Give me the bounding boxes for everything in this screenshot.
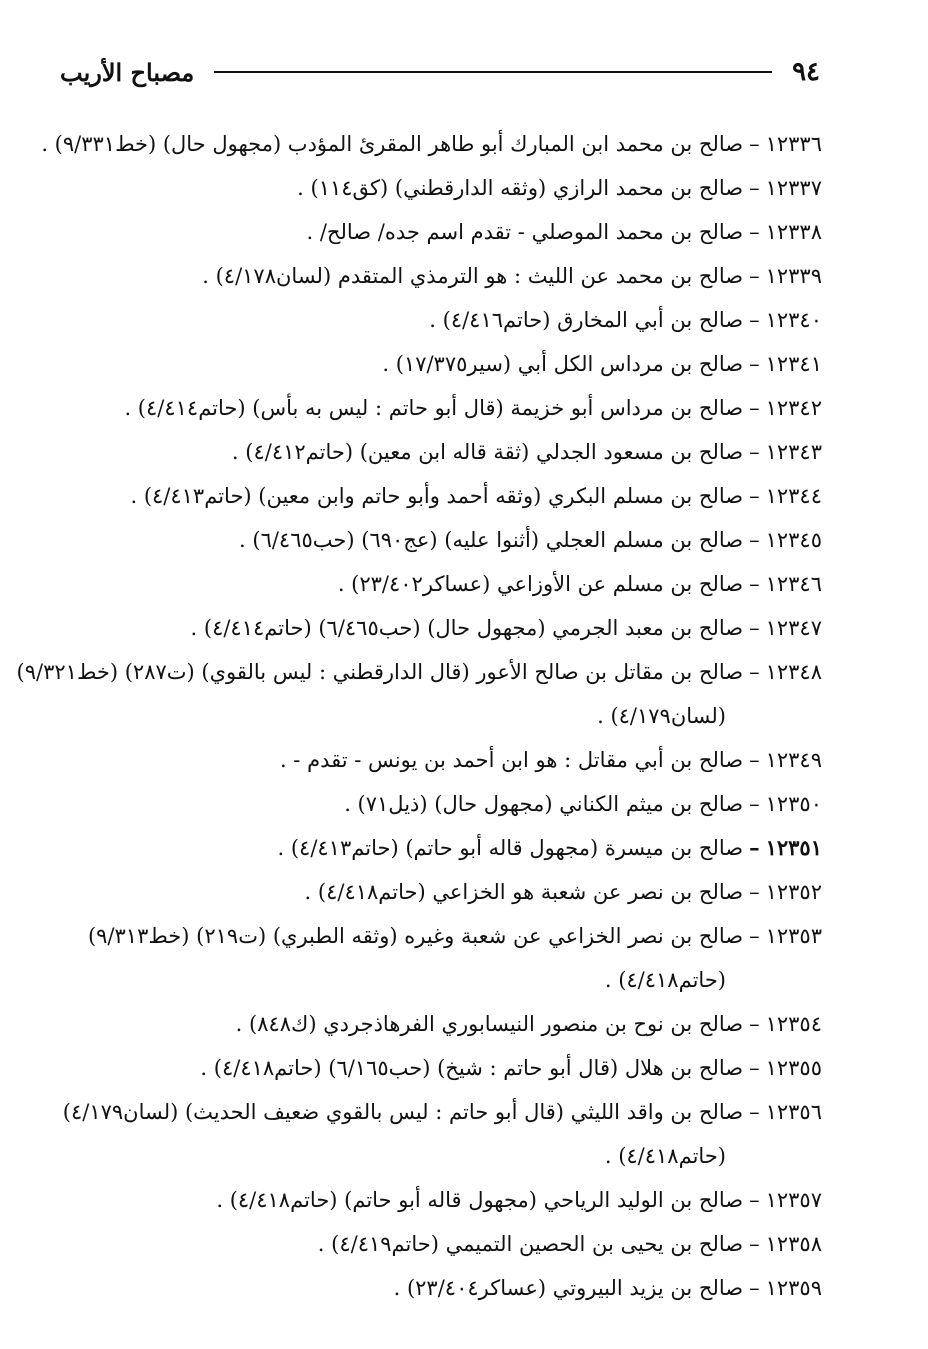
entry-text: صالح بن مرداس أبو خزيمة (قال أبو حاتم : ليس به بأس) (حاتم٤/٤١٤) .: [124, 396, 744, 420]
entry-text: صالح بن مسلم البكري (وثقه أحمد وأبو حاتم وابن معين) (حاتم٤/٤١٣) .: [130, 484, 744, 508]
entry-dash: –: [749, 792, 760, 816]
list-item: [50, 782, 822, 826]
entry-number: ١٢٣٥٢: [765, 880, 822, 904]
entry-number: ١٢٣٥٤: [765, 1012, 822, 1036]
list-item: [50, 562, 822, 606]
entry-dash: –: [749, 1012, 760, 1036]
entry-text: صالح بن محمد الموصلي - تقدم اسم جده/ صالح/ .: [306, 220, 744, 244]
list-item: [50, 166, 822, 210]
list-item: [50, 1046, 822, 1090]
list-item: [16, 650, 822, 694]
list-item: [50, 1090, 822, 1134]
entry-number: ١٢٣٤٥: [765, 528, 822, 552]
entry-number: ١٢٣٤٤: [765, 484, 822, 508]
entry-dash: –: [749, 616, 760, 640]
entry-text: صالح بن مقاتل بن صالح الأعور (قال الدارقطني : ليس بالقوي) (ت٢٨٧) (خط٩/٣٢١): [16, 660, 744, 684]
entry-text: صالح بن واقد الليثي (قال أبو حاتم : ليس بالقوي ضعيف الحديث) (لسان٤/١٧٩): [62, 1100, 744, 1124]
entry-text: صالح بن أبي المخارق (حاتم٤/٤١٦) .: [429, 308, 744, 332]
entry-number: ١٢٣٤٨: [765, 660, 822, 684]
entry-dash: –: [749, 484, 760, 508]
list-item: [50, 430, 822, 474]
entry-dash: –: [749, 220, 760, 244]
entry-text: صالح بن مسعود الجدلي (ثقة قاله ابن معين) (حاتم٤/٤١٢) .: [231, 440, 744, 464]
list-item: [50, 870, 822, 914]
entry-text: صالح بن يحيى بن الحصين التميمي (حاتم٤/٤١٩) .: [317, 1232, 744, 1256]
list-item: [50, 1266, 822, 1310]
list-item: [50, 738, 822, 782]
list-item: [50, 474, 822, 518]
entry-text: صالح بن محمد عن الليث : هو الترمذي المتقدم (لسان٤/١٧٨) .: [202, 264, 744, 288]
entry-dash: –: [749, 528, 760, 552]
list-item: [50, 826, 822, 870]
entry-dash: –: [749, 396, 760, 420]
list-item: [50, 386, 822, 430]
entry-text: صالح بن محمد ابن المبارك أبو طاهر المقرئ المؤدب (مجهول حال) (خط٩/٣٣١) .: [41, 132, 744, 156]
entry-number: ١٢٣٤٣: [765, 440, 822, 464]
entry-number: ١٢٣٥٠: [765, 792, 822, 816]
entry-dash: –: [749, 660, 760, 684]
entry-text: صالح بن محمد الرازي (وثقه الدارقطني) (كق١١٤) .: [297, 176, 744, 200]
entry-number: ١٢٣٥٦: [765, 1100, 822, 1124]
entry-number: ١٢٣٥٨: [765, 1232, 822, 1256]
entry-continuation: (لسان٤/١٧٩) .: [597, 704, 726, 728]
entry-continuation: (حاتم٤/٤١٨) .: [604, 1144, 726, 1168]
entry-number: ١٢٣٣٩: [765, 264, 822, 288]
entry-number: ١٢٣٣٦: [765, 132, 822, 156]
entry-dash: –: [749, 1100, 760, 1124]
entry-number: ١٢٣٤٢: [765, 396, 822, 420]
entry-text: صالح بن ميسرة (مجهول قاله أبو حاتم) (حاتم٤/٤١٣) .: [277, 836, 744, 860]
entry-dash: –: [749, 1056, 760, 1080]
entry-number: ١٢٣٣٧: [765, 176, 822, 200]
list-item: [50, 254, 822, 298]
entry-text: صالح بن هلال (قال أبو حاتم : شيخ) (حب٦/١٦٥) (حاتم٤/٤١٨) .: [200, 1056, 744, 1080]
entry-dash: –: [749, 880, 760, 904]
entry-text: صالح بن أبي مقاتل : هو ابن أحمد بن يونس - تقدم - .: [279, 748, 744, 772]
entry-text: صالح بن معبد الجرمي (مجهول حال) (حب٦/٤٦٥) (حاتم٤/٤١٤) .: [190, 616, 744, 640]
list-item: [50, 298, 822, 342]
entry-number: ١٢٣٤٠: [765, 308, 822, 332]
list-item: [50, 210, 822, 254]
entry-text: صالح بن مسلم عن الأوزاعي (عساكر٢٣/٤٠٢) .: [337, 572, 744, 596]
book-title: مصباح الأريب: [60, 57, 195, 87]
entry-number: ١٢٣٤١: [765, 352, 822, 376]
entry-number: ١٢٣٤٩: [765, 748, 822, 772]
list-item: [50, 518, 822, 562]
entry-text: صالح بن مسلم العجلي (أثنوا عليه) (عج٦٩٠) (حب٦/٤٦٥) .: [239, 528, 744, 552]
entry-number: ١٢٣٤٧: [765, 616, 822, 640]
list-item: [50, 1002, 822, 1046]
entry-dash: –: [749, 1276, 760, 1300]
list-item: [50, 342, 822, 386]
entry-text: صالح بن ميثم الكناني (مجهول حال) (ذيل٧١) .: [344, 792, 744, 816]
entry-continuation: (حاتم٤/٤١٨) .: [604, 968, 726, 992]
entry-dash: –: [749, 176, 760, 200]
list-item: [41, 122, 822, 166]
entry-dash: –: [749, 924, 760, 948]
page-header: [60, 52, 820, 92]
list-item: [50, 606, 822, 650]
entry-text: صالح بن نوح بن منصور النيسابوري الفرهاذجردي (ك٨٤٨) .: [235, 1012, 744, 1036]
entry-number: ١٢٣٥٥: [765, 1056, 822, 1080]
header-rule: [214, 71, 772, 73]
entry-dash: –: [749, 835, 760, 860]
entry-number: ١٢٣٣٨: [765, 220, 822, 244]
page-number: ٩٤: [792, 57, 820, 87]
entry-dash: –: [749, 1232, 760, 1256]
entry-dash: –: [749, 352, 760, 376]
entry-number: ١٢٣٥١: [765, 835, 822, 860]
entry-text: صالح بن مرداس الكل أبي (سير١٧/٣٧٥) .: [382, 352, 744, 376]
entry-number: ١٢٣٥٩: [765, 1276, 822, 1300]
entry-dash: –: [749, 264, 760, 288]
entry-dash: –: [749, 132, 760, 156]
entry-number: ١٢٣٤٦: [765, 572, 822, 596]
entry-text: صالح بن يزيد البيروتي (عساكر٢٣/٤٠٤) .: [393, 1276, 744, 1300]
entry-dash: –: [749, 748, 760, 772]
list-item: [50, 1222, 822, 1266]
entry-number: ١٢٣٥٣: [765, 924, 822, 948]
entry-number: ١٢٣٥٧: [765, 1188, 822, 1212]
list-item: [50, 1178, 822, 1222]
entry-dash: –: [749, 440, 760, 464]
entry-text: صالح بن نصر الخزاعي عن شعبة وغيره (وثقه الطبري) (ت٢١٩) (خط٩/٣١٣): [87, 924, 744, 948]
entry-list: [16, 122, 822, 1310]
list-item: [50, 914, 822, 958]
entry-text: صالح بن الوليد الرياحي (مجهول قاله أبو حاتم) (حاتم٤/٤١٨) .: [216, 1188, 744, 1212]
entry-text: صالح بن نصر عن شعبة هو الخزاعي (حاتم٤/٤١٨) .: [304, 880, 744, 904]
entry-dash: –: [749, 1188, 760, 1212]
entry-dash: –: [749, 308, 760, 332]
entry-dash: –: [749, 572, 760, 596]
